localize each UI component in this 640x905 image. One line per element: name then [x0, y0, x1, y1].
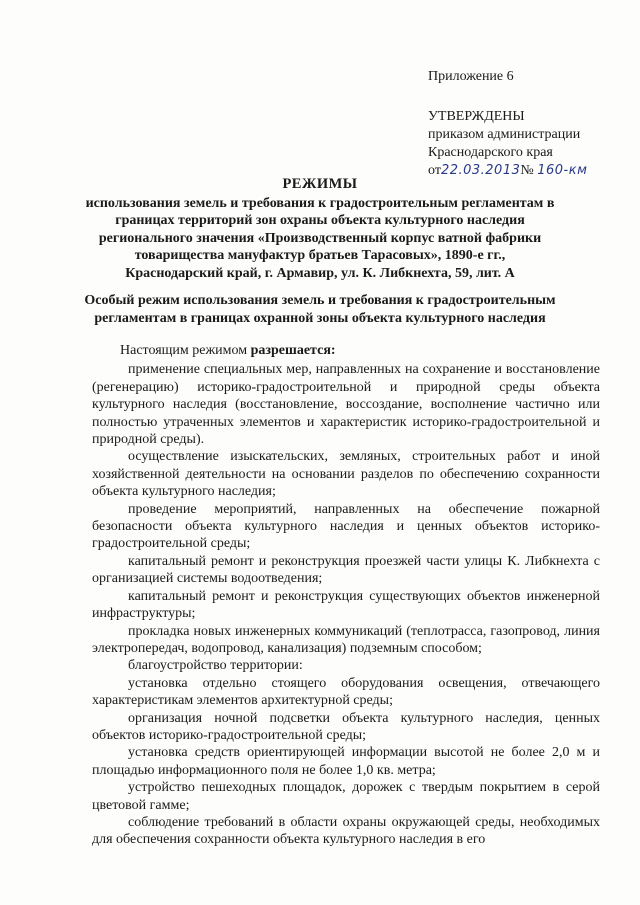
title-line: товарищества мануфактур братьев Тарасовых», 1890-е гг.,	[134, 248, 506, 263]
approval-line-1: приказом администрации	[428, 127, 581, 142]
document-title	[0, 176, 640, 282]
paragraph: установка средств ориентирующей информации высотой не более 2,0 м и площадью информационного поля не более 1,0 кв. метра;	[92, 745, 600, 778]
title-line: регионального значения «Производственный корпус ватной фабрики	[98, 230, 542, 246]
section-heading-line: Особый режим использования земель и требования к градостроительным	[84, 293, 556, 308]
paragraph: проведение мероприятий, направленных на обеспечение пожарной безопасности объекта культурного наследия и ценных объектов историко-градостроительной среды;	[92, 501, 600, 552]
title-main: РЕЖИМЫ	[282, 176, 358, 192]
paragraph: организация ночной подсветки объекта культурного наследия, ценных объектов историко-градостроительной среды;	[92, 710, 600, 743]
title-line: использования земель и требования к градостроительным регламентам в	[85, 195, 555, 211]
paragraph: осуществление изыскательских, земляных, строительных работ и иной хозяйственной деятельности на основании разделов по обеспечению сохранности объекта культурного наследия;	[92, 449, 600, 500]
section-heading-line: регламентам в границах охранной зоны объекта культурного наследия	[94, 310, 546, 326]
title-line: Краснодарский край, г. Армавир, ул. К. Либкнехта, 59, лит. А	[125, 265, 515, 281]
lead-bold: разрешается:	[250, 343, 336, 358]
paragraph: устройство пешеходных площадок, дорожек с твердым покрытием в серой цветовой гамме;	[92, 780, 600, 813]
number-prefix: №	[520, 163, 534, 178]
body-text	[92, 342, 600, 849]
paragraph: капитальный ремонт и реконструкция проезжей части улицы К. Либкнехта с организацией системы водоотведения;	[92, 553, 600, 587]
date-prefix: от	[428, 163, 441, 178]
title-line: границах территорий зон охраны объекта культурного наследия	[115, 213, 525, 228]
lead-text: Настоящим режимом	[120, 343, 251, 358]
appendix-label: Приложение 6	[428, 69, 514, 84]
approval-line-2: Краснодарского края	[428, 145, 553, 160]
lead-paragraph	[92, 342, 600, 359]
paragraph: благоустройство территории:	[128, 658, 303, 674]
paragraph: капитальный ремонт и реконструкция существующих объектов инженерной инфраструктуры;	[92, 588, 600, 622]
paragraph: применение специальных мер, направленных на сохранение и восстановление (регенерацию) историко-градостроительной и природной среды объекта культурного наследия (восстановление, воссоздание, восполнение частично или полностью утраченных элементов и характеристик историко-градостроительной и природной среды).	[92, 362, 600, 448]
paragraph: установка отдельно стоящего оборудования освещения, отвечающего характеристикам элементов архитектурной среды;	[92, 675, 600, 709]
approved-heading: УТВЕРЖДЕНЫ	[428, 109, 525, 124]
paragraph: прокладка новых инженерных коммуникаций (теплотрасса, газопровод, линия электропередач, водопровод, канализация) подземным способом;	[92, 623, 600, 656]
paragraph: соблюдение требований в области охраны окружающей среды, необходимых для обеспечения сохранности объекта культурного наследия в его	[92, 814, 600, 848]
handwritten-date: 22.03.2013	[440, 163, 521, 178]
section-heading	[0, 292, 640, 327]
approval-block	[428, 68, 587, 180]
handwritten-number: 160-км	[537, 163, 588, 178]
